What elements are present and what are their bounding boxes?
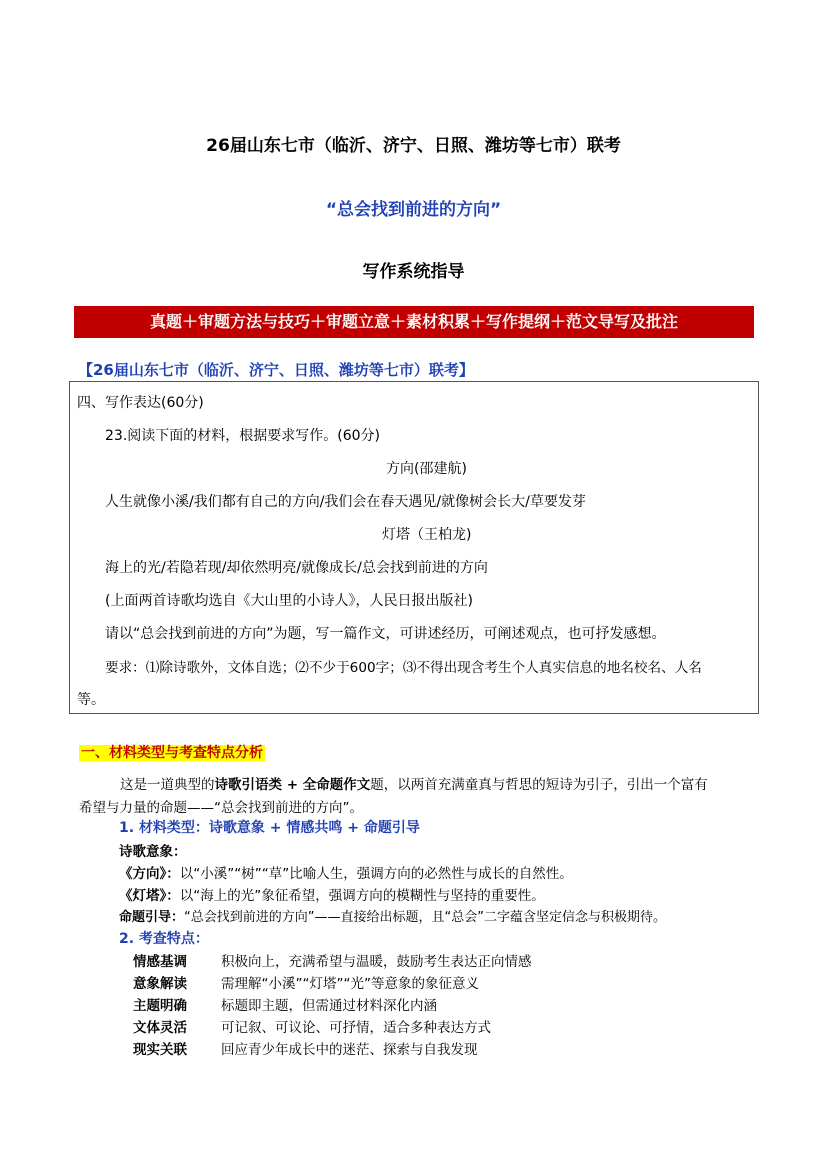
feature-value: 可记叙、可议论、可抒情，适合多种表达方式 (221, 1020, 491, 1036)
feature-key: 意象解读 (133, 976, 187, 992)
imagery-label: 诗歌意象： (119, 844, 187, 860)
poem1-title: 方向(邵建航) (386, 461, 467, 477)
requirement-line-1: 要求：⑴除诗歌外，文体自选；⑵不少于600字；⑶不得出现含考生个人真实信息的地名校名、人名 (105, 660, 702, 676)
feature-value: 回应青少年成长中的迷茫、探索与自我发现 (221, 1042, 478, 1058)
analysis-heading (79, 742, 265, 762)
contents-banner: 真题＋审题方法与技巧＋审题立意＋素材积累＋写作提纲＋范文导写及批注 (74, 306, 754, 338)
feature-key: 情感基调 (133, 954, 187, 970)
feature-value: 标题即主题，但需通过材料深化内涵 (221, 998, 437, 1014)
intro-line-1 (120, 773, 708, 793)
guide-analysis-label: 命题引导： (119, 910, 185, 925)
poem2-title: 灯塔（王柏龙) (382, 527, 472, 543)
intro-text-bold: 诗歌引语类 + 全命题作文 (214, 777, 371, 793)
poem2-text: 海上的光/若隐若现/却依然明亮/就像成长/总会找到前进的方向 (105, 560, 488, 576)
question-part: 四、写作表达(60分) (77, 395, 204, 411)
requirement-line-2: 等。 (77, 692, 105, 708)
poem2-analysis (119, 884, 545, 904)
feature-key: 现实关联 (133, 1042, 187, 1058)
question-box (69, 381, 759, 714)
question-instruction: 23.阅读下面的材料，根据要求写作。(60分) (105, 428, 381, 444)
question-source-heading: 【26届山东七市（临沂、济宁、日照、潍坊等七市）联考】 (78, 361, 474, 379)
page-title: 26届山东七市（临沂、济宁、日照、潍坊等七市）联考 (206, 136, 621, 156)
section-title: 写作系统指导 (362, 262, 465, 282)
guide-analysis-text: “总会找到前进的方向”——直接给出标题，且“总会”二字蕴含坚定信念与积极期待。 (184, 910, 666, 925)
feature-value: 需理解“小溪”“灯塔”“光”等意象的象征意义 (221, 976, 479, 992)
feature-key: 文体灵活 (133, 1020, 187, 1036)
poem2-analysis-text: 以“海上的光”象征希望，强调方向的模糊性与坚持的重要性。 (179, 888, 545, 904)
feature-key: 主题明确 (133, 998, 187, 1014)
intro-text-a: 这是一道典型的 (120, 777, 215, 793)
poem1-analysis-text: 以“小溪”“树”“草”比喻人生，强调方向的必然性与成长的自然性。 (179, 866, 573, 882)
guide-analysis (119, 906, 666, 925)
poem1-analysis-label: 《方向》： (119, 866, 180, 882)
poem2-analysis-label: 《灯塔》： (119, 888, 180, 904)
analysis-heading-text: 一、材料类型与考查特点分析 (81, 745, 263, 761)
essay-topic-title: “总会找到前进的方向” (325, 200, 502, 220)
poem1-analysis (119, 862, 573, 882)
intro-text-c: 题，以两首充满童真与哲思的短诗为引子，引出一个富有 (370, 777, 708, 793)
source-note: (上面两首诗歌均选自《大山里的小诗人》，人民日报出版社) (105, 593, 473, 609)
poem1-text: 人生就像小溪/我们都有自己的方向/我们会在春天遇见/就像树会长大/草要发芽 (105, 494, 586, 510)
writing-task: 请以“总会找到前进的方向”为题，写一篇作文，可讲述经历，可阐述观点，也可抒发感想。 (105, 626, 666, 642)
features-heading: 2. 考查特点： (119, 931, 209, 947)
intro-line-2: 希望与力量的命题——“总会找到前进的方向”。 (79, 800, 363, 816)
feature-value: 积极向上，充满希望与温暖，鼓励考生表达正向情感 (221, 954, 532, 970)
material-type-heading: 1. 材料类型：诗歌意象 + 情感共鸣 + 命题引导 (119, 820, 420, 836)
